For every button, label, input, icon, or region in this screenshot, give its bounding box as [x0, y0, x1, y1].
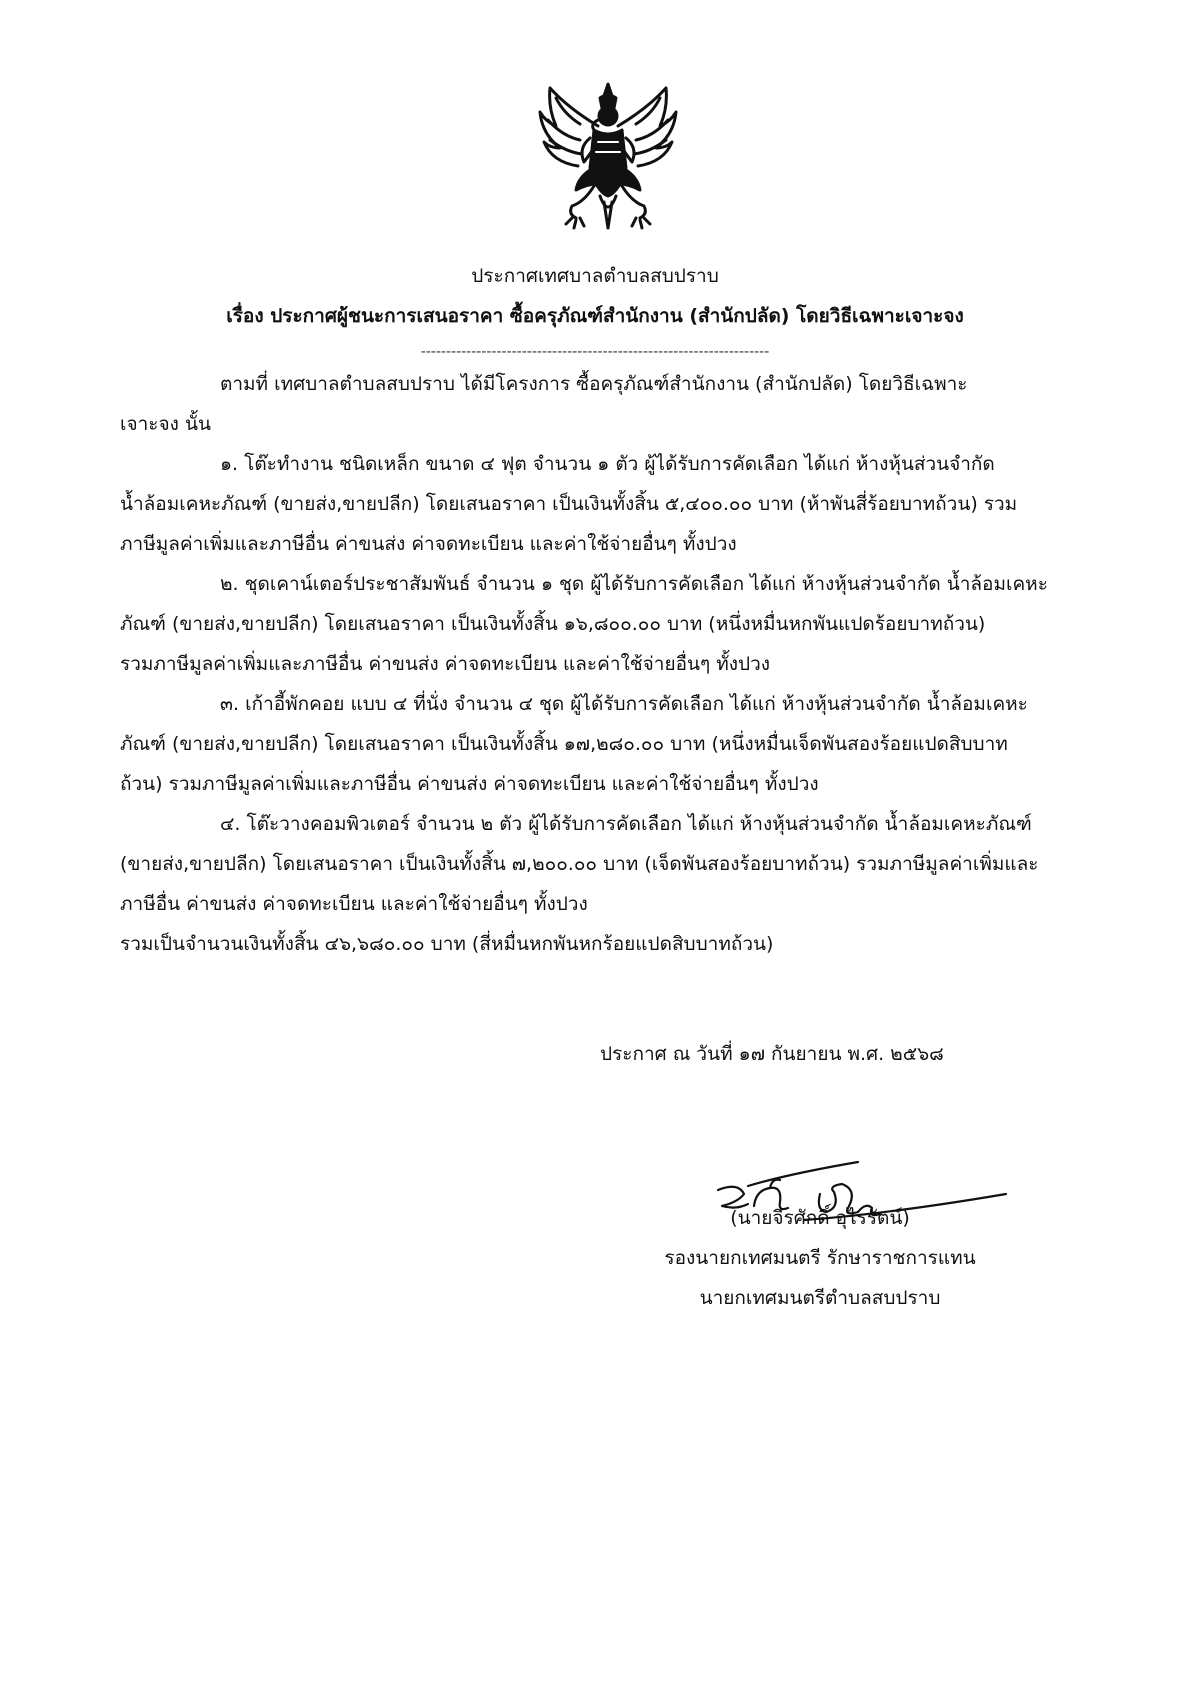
signatory-position-1: รองนายกเทศมนตรี รักษาราชการแทน: [664, 1247, 976, 1269]
item-3-line-3: ถ้วน) รวมภาษีมูลค่าเพิ่มและภาษีอื่น ค่าขนส่ง ค่าจดทะเบียน และค่าใช้จ่ายอื่นๆ ทั้งปวง: [120, 773, 819, 795]
item-2-line-2: ภัณฑ์ (ขายส่ง,ขายปลีก) โดยเสนอราคา เป็นเงินทั้งสิ้น ๑๖,๘๐๐.๐๐ บาท (หนึ่งหมื่นหกพันแปดร้อยบาทถ้วน): [120, 613, 986, 635]
signatory-position-2: นายกเทศมนตรีตำบลสบปราบ: [699, 1287, 941, 1309]
item-1-line-3: ภาษีมูลค่าเพิ่มและภาษีอื่น ค่าขนส่ง ค่าจดทะเบียน และค่าใช้จ่ายอื่นๆ ทั้งปวง: [120, 533, 737, 555]
signatory-name: (นายจีรศักดิ์ อุไรรัตน์): [730, 1207, 910, 1229]
announcement-title: ประกาศเทศบาลตำบลสบปราบ: [471, 265, 719, 287]
item-3-line-1: ๓. เก้าอี้พักคอย แบบ ๔ ที่นั่ง จำนวน ๔ ชุด ผู้ได้รับการคัดเลือก ได้แก่ ห้างหุ้นส่วนจำกัด น้ำล้อมเคหะ: [220, 693, 1028, 715]
garuda-emblem-icon: [528, 78, 688, 238]
item-1-line-1: ๑. โต๊ะทำงาน ชนิดเหล็ก ขนาด ๔ ฟุต จำนวน ๑ ตัว ผู้ได้รับการคัดเลือก ได้แก่ ห้างหุ้นส่วนจำกัด: [220, 453, 995, 475]
item-4-line-1: ๔. โต๊ะวางคอมพิวเตอร์ จำนวน ๒ ตัว ผู้ได้รับการคัดเลือก ได้แก่ ห้างหุ้นส่วนจำกัด น้ำล้อมเคหะภัณฑ์: [220, 813, 1032, 835]
item-2-line-3: รวมภาษีมูลค่าเพิ่มและภาษีอื่น ค่าขนส่ง ค่าจดทะเบียน และค่าใช้จ่ายอื่นๆ ทั้งปวง: [120, 653, 771, 675]
intro-line-2: เจาะจง นั้น: [120, 413, 211, 435]
item-2-line-1: ๒. ชุดเคาน์เตอร์ประชาสัมพันธ์ จำนวน ๑ ชุด ผู้ได้รับการคัดเลือก ได้แก่ ห้างหุ้นส่วนจำกัด น้ำล้อมเคหะ: [220, 573, 1048, 595]
intro-line-1: ตามที่ เทศบาลตำบลสบปราบ ได้มีโครงการ ซื้อครุภัณฑ์สำนักงาน (สำนักปลัด) โดยวิธีเฉพาะ: [220, 373, 968, 395]
item-3-line-2: ภัณฑ์ (ขายส่ง,ขายปลีก) โดยเสนอราคา เป็นเงินทั้งสิ้น ๑๗,๒๘๐.๐๐ บาท (หนึ่งหมื่นเจ็ดพันสองร้อยแปดสิบบาท: [120, 733, 1008, 755]
grand-total: รวมเป็นจำนวนเงินทั้งสิ้น ๔๖,๖๘๐.๐๐ บาท (สี่หมื่นหกพันหกร้อยแปดสิบบาทถ้วน): [120, 933, 774, 955]
item-1-line-2: น้ำล้อมเคหะภัณฑ์ (ขายส่ง,ขายปลีก) โดยเสนอราคา เป็นเงินทั้งสิ้น ๕,๔๐๐.๐๐ บาท (ห้าพันสี่ร้อยบาทถ้วน) รวม: [120, 493, 1018, 515]
item-4-line-3: ภาษีอื่น ค่าขนส่ง ค่าจดทะเบียน และค่าใช้จ่ายอื่นๆ ทั้งปวง: [120, 893, 588, 915]
item-4-line-2: (ขายส่ง,ขายปลีก) โดยเสนอราคา เป็นเงินทั้งสิ้น ๗,๒๐๐.๐๐ บาท (เจ็ดพันสองร้อยบาทถ้วน) รวมภาษีมูลค่าเพิ่มและ: [120, 853, 1039, 875]
announcement-subject: เรื่อง ประกาศผู้ชนะการเสนอราคา ซื้อครุภัณฑ์สำนักงาน (สำนักปลัด) โดยวิธีเฉพาะเจาะจง: [226, 305, 964, 327]
announcement-date: ประกาศ ณ วันที่ ๑๗ กันยายน พ.ศ. ๒๕๖๘: [600, 1043, 944, 1065]
divider-line: ---------------------------------------------------------------------: [420, 344, 770, 360]
